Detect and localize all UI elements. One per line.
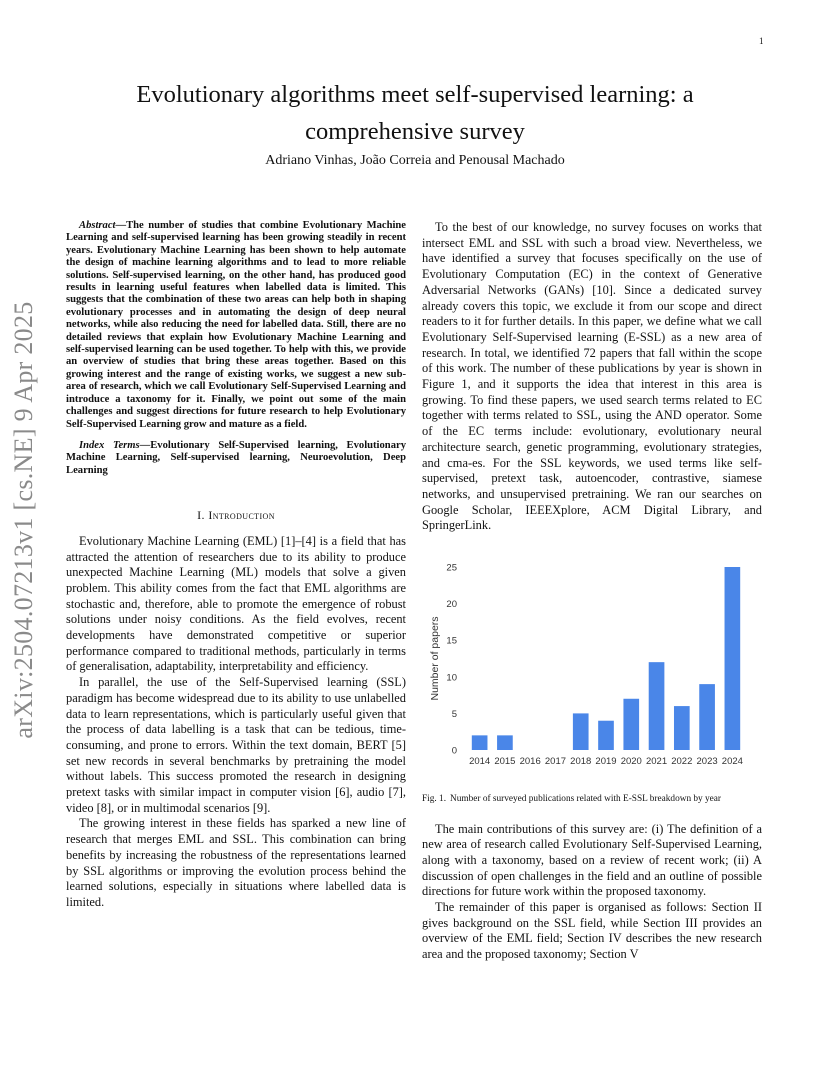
abstract [66,220,406,431]
index-terms-lead: Index Terms [79,439,140,451]
x-tick-label: 2014 [469,756,491,768]
x-tick-label: 2015 [494,756,516,768]
bar [497,735,513,750]
figure-label: Fig. 1. [422,794,447,805]
bar [623,699,639,750]
x-tick-label: 2022 [671,756,693,768]
x-tick-label: 2024 [721,756,743,768]
abstract-lead: Abstract [79,220,116,231]
y-tick-label: 15 [446,635,457,647]
intro-paragraph-3: The growing interest in these fields has sparked a new line of research that merges EML and SSL. This combination can bring benefits by increasing the robustness of the representations learned by SSL algorithms or improving the evolution process behind the learned solutions, especially in situations where labelled data is limited. [66,816,406,909]
y-tick-label: 0 [451,745,457,757]
figure-caption [422,794,762,806]
section-numeral: I. [197,508,209,523]
bar [699,684,715,750]
bar [725,567,741,750]
x-tick-label: 2023 [696,756,718,768]
x-tick-label: 2020 [620,756,642,768]
bar [472,735,488,750]
right-paragraph-1: To the best of our knowledge, no survey focuses on works that intersect EML and SSL with such a broad view. Nevertheless, we have identified a survey that focuses specifically on the use of Evolutionary Computation (EC) in the context of Generative Adversarial Networks (GANs) [10]. Since a dedicated survey already covers this topic, we exclude it from our scope and direct readers to it for further details. In this paper, we define what we call Evolutionary Self-Supervised learning (E-SSL) as a new area of research. In total, we identified 72 papers that fall within the scope of this work. The number of these publications by year is shown in Figure 1, and it supports the idea that interest in this area is growing. To find these papers, we used search terms related to EC together with terms related to SSL, using the AND operator. Some of the EC terms include: evolutionary, evolutionary neural architecture search, genetic programming, evolutionary strategies, and cma-es. For the SSL keywords, we used terms like self-supervised, pretext task, autoencoder, contrastive, siamese networks, and unsupervised pretraining. We ran our searches on Google Scholar, IEEEXplore, ACM Digital Library, and SpringerLink. [422,220,762,533]
section-heading-introduction [66,508,406,524]
y-tick-label: 5 [451,708,457,720]
bar [573,713,589,750]
x-tick-label: 2021 [645,756,668,768]
y-axis-label: Number of papers [429,616,441,701]
left-column [66,220,406,911]
right-paragraph-2: The main contributions of this survey are: (i) The definition of a new area of research called Evolutionary Self-Supervised Learning, along with a taxonomy, based on a review of recent work; (ii) A discussion of open challenges in the field and an outline of possible directions for future work within the proposed taxonomy. [422,821,762,899]
bar [674,706,690,750]
paper-title: Evolutionary algorithms meet self-supervised learning: a comprehensive survey [136,81,694,145]
y-tick-label: 20 [446,599,457,611]
intro-paragraph-1: Evolutionary Machine Learning (EML) [1]–[4] is a field that has attracted the attention of researchers due to its ability to produce unexpected Machine Learning (ML) models that solve a given problem. This ability comes from the fact that EML algorithms are stochastic and, therefore, able to promote the emergence of robust solutions under noisy conditions. As the field evolves, recent developments have demonstrated competitive or superior performance compared to traditional methods, particularly in terms of generalisation, adaptability, interpretability and efficiency. [66,533,406,674]
y-tick-label: 25 [446,562,457,574]
right-paragraph-3: The remainder of this paper is organised as follows: Section II gives background on the SSL field, while Section III provides an overview of the EML field; Section IV describes the new research area and the proposed taxonomy; Section V [422,900,762,962]
intro-paragraph-2: In parallel, the use of the Self-Supervised learning (SSL) paradigm has become widespread due to its ability to use unlabelled data to learn representations, which is particularly useful given that the process of data labelling is a task that can be tedious, time-consuming, and prone to errors. Within the text domain, BERT [5] set new records in several benchmarks by pretraining the model without labels. This success promoted the research in designing pretext tasks with similar impact in computer vision [6], audio [7], video [8], or in multimodal scenarios [9]. [66,675,406,815]
x-tick-label: 2019 [595,756,617,768]
figure-1 [422,555,762,790]
bar [649,662,665,750]
x-tick-label: 2018 [570,756,592,768]
section-title: Introduction [208,508,275,523]
right-column [422,220,762,963]
index-terms-text: —Evolutionary Self-Supervised learning, Evolutionary Machine Learning, Self-supervised learning, Neuroevolution, Deep Learning [66,439,406,476]
publications-bar-chart [422,555,762,790]
index-terms [66,440,406,477]
x-tick-label: 2016 [519,756,541,768]
bar [598,721,614,750]
figure-caption-text: Number of surveyed publications related with E-SSL breakdown by year [450,794,722,805]
arxiv-stamp-text: arXiv:2504.07213v1 [cs.NE] 9 Apr 2025 [9,301,38,739]
page-number: 1 [759,36,764,46]
x-tick-label: 2017 [544,756,567,768]
y-tick-label: 10 [446,672,457,684]
abstract-text: —The number of studies that combine Evolutionary Machine Learning and self-supervised learning has been growing steadily in recent years. Evolutionary Machine Learning has been shown to help automate the design of machine learning algorithms and to lead to more reliable solutions. Self-supervised learning, on the other hand, has produced good results in learning useful features when labelled data is limited. This suggests that the combination of these two areas can help both in shaping evolutionary processes and in automating the design of deep neural networks, while also reducing the need for labelled data. Still, there are no detailed reviews that explain how Evolutionary Machine Learning and self-supervised learning can be used together. To help with this, we provide an overview of studies that bring these areas together. Based on this growing interest and the range of existing works, we suggest a new sub-area of research, which we call Evolutionary Self-Supervised Learning and introduce a taxonomy for it. Finally, we point out some of the main challenges and suggest directions for future research to help Evolutionary Self-Supervised Learning grow and mature as a field. [66,220,406,430]
paper-authors: Adriano Vinhas, João Correia and Penousal Machado [265,153,565,168]
